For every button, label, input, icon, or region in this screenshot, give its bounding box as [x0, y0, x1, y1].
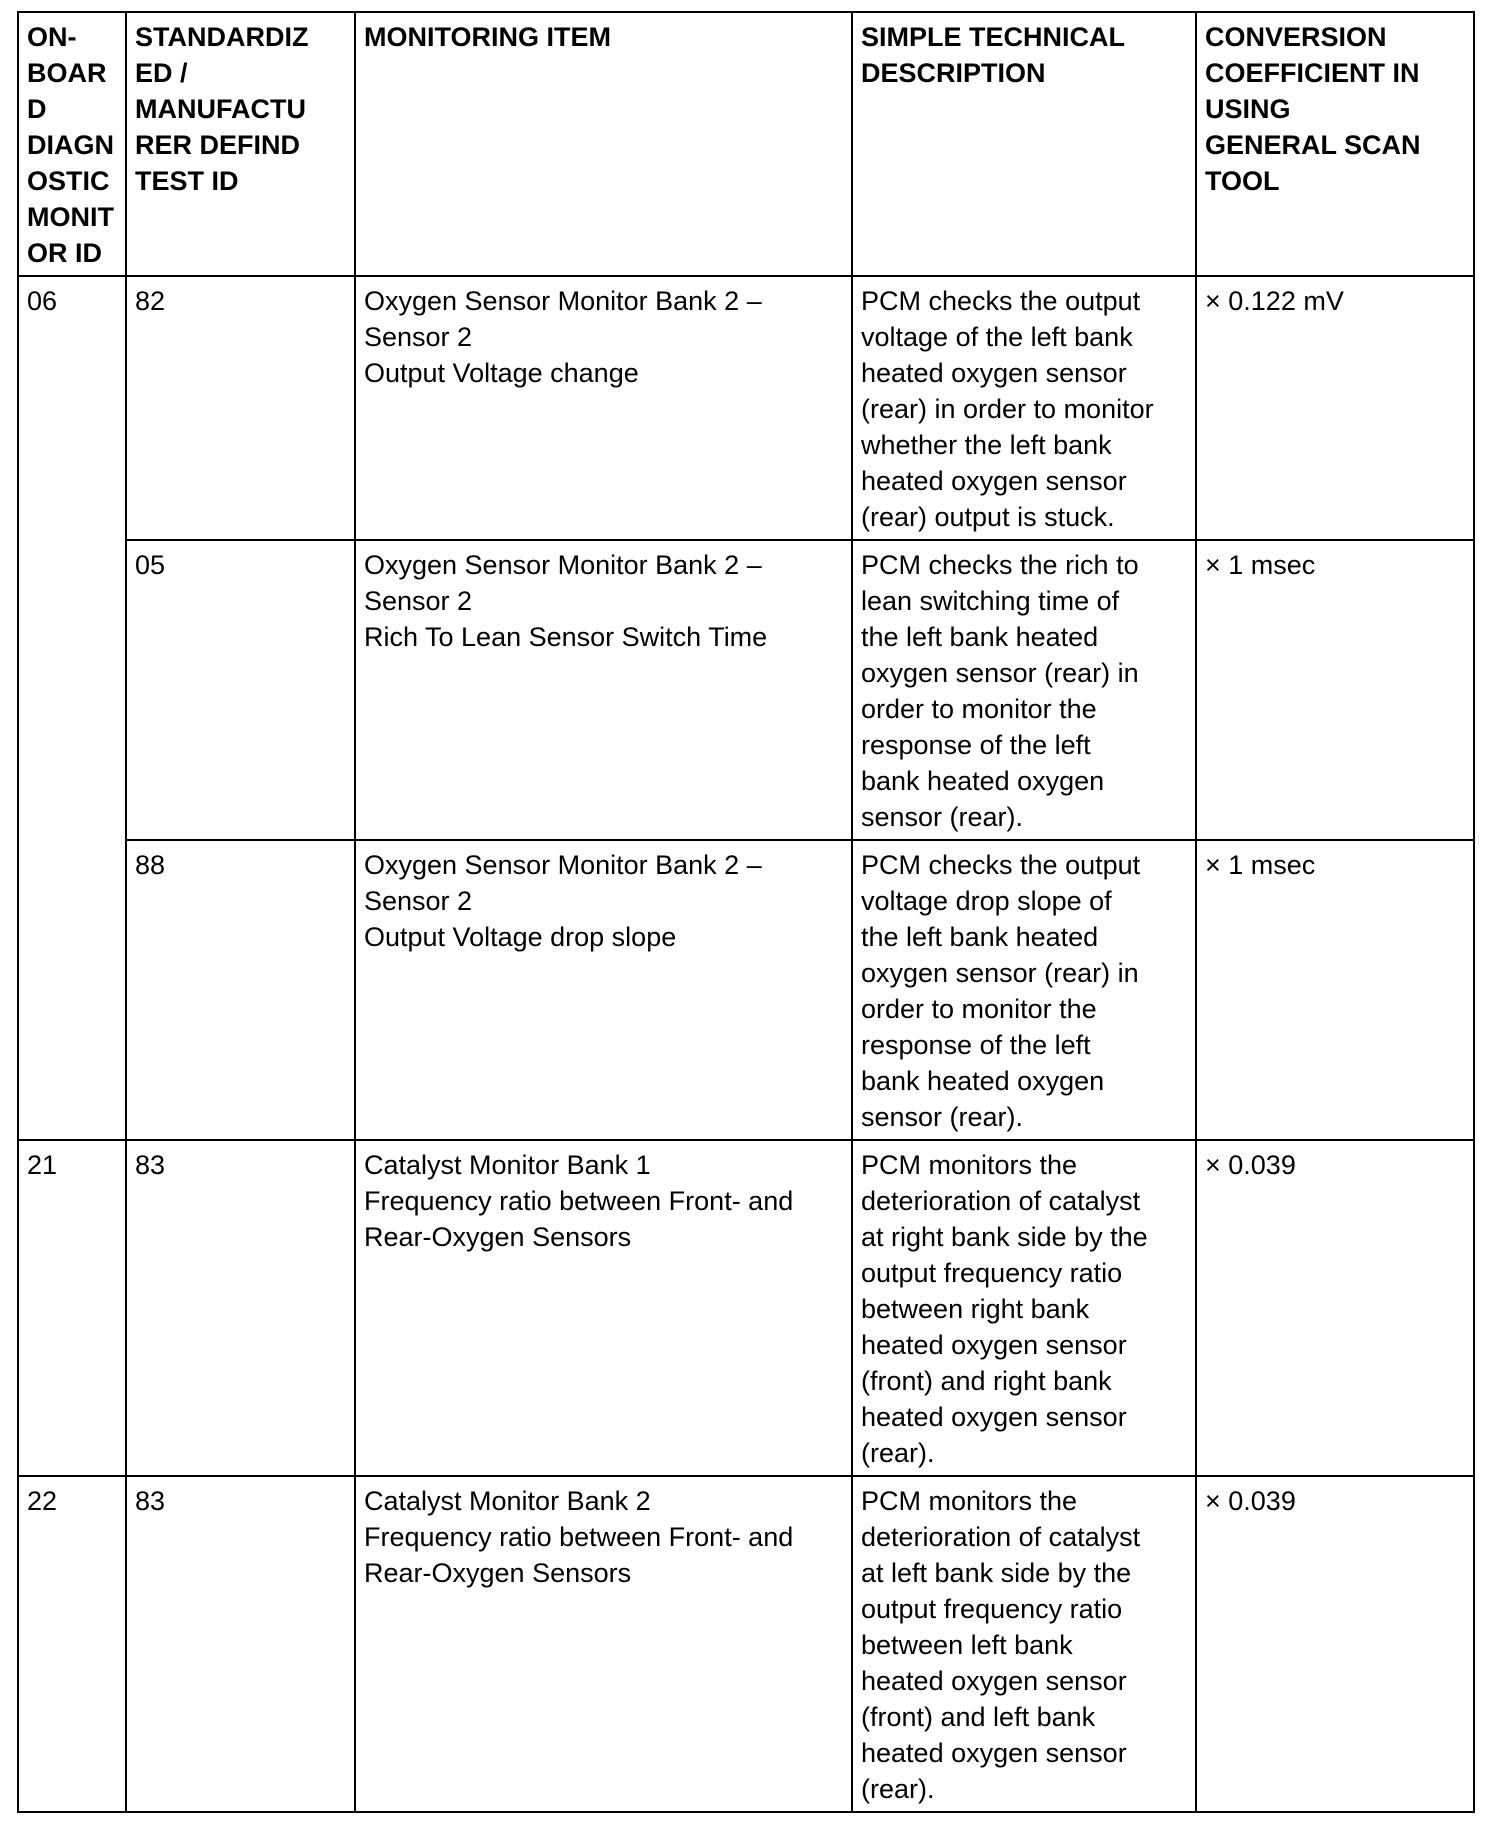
table-row — [18, 540, 1474, 840]
header-line: OSTIC — [27, 166, 110, 196]
item-line: Rear-Oxygen Sensors — [364, 1222, 632, 1252]
cell-description — [852, 540, 1196, 840]
description-line: PCM monitors the — [861, 1150, 1078, 1180]
cell-monitor-id: 22 — [18, 1476, 126, 1812]
description-line: response of the left — [861, 730, 1091, 760]
cell-monitoring-item — [355, 540, 852, 840]
description-line: heated oxygen sensor — [861, 1738, 1127, 1768]
description-line: between right bank — [861, 1294, 1090, 1324]
item-line: Output Voltage change — [364, 358, 639, 388]
header-line: DESCRIPTION — [861, 58, 1046, 88]
cell-monitor-id: 21 — [18, 1140, 126, 1476]
description-line: heated oxygen sensor — [861, 1666, 1127, 1696]
table-row — [18, 840, 1474, 1140]
description-line: heated oxygen sensor — [861, 1402, 1127, 1432]
cell-monitoring-item — [355, 840, 852, 1140]
description-line: oxygen sensor (rear) in — [861, 958, 1139, 988]
description-line: PCM monitors the — [861, 1486, 1078, 1516]
header-line: GENERAL SCAN — [1205, 130, 1421, 160]
cell-description — [852, 1140, 1196, 1476]
header-line: STANDARDIZ — [135, 22, 309, 52]
item-line: Oxygen Sensor Monitor Bank 2 – — [364, 550, 762, 580]
header-line: COEFFICIENT IN — [1205, 58, 1420, 88]
cell-conversion: × 0.122 mV — [1196, 276, 1474, 540]
cell-conversion: × 0.039 — [1196, 1476, 1474, 1812]
header-line: USING — [1205, 94, 1291, 124]
cell-conversion: × 0.039 — [1196, 1140, 1474, 1476]
item-line: Catalyst Monitor Bank 1 — [364, 1150, 651, 1180]
description-line: at right bank side by the — [861, 1222, 1148, 1252]
header-line: BOAR — [27, 58, 107, 88]
description-line: deterioration of catalyst — [861, 1522, 1141, 1552]
table-row — [18, 1140, 1474, 1476]
header-line: CONVERSION — [1205, 22, 1387, 52]
description-line: the left bank heated — [861, 622, 1099, 652]
description-line: PCM checks the output — [861, 850, 1141, 880]
item-line: Oxygen Sensor Monitor Bank 2 – — [364, 850, 762, 880]
item-line: Catalyst Monitor Bank 2 — [364, 1486, 651, 1516]
cell-test-id: 83 — [126, 1140, 355, 1476]
header-line: MONITORING ITEM — [364, 22, 611, 52]
table-body — [18, 276, 1474, 1812]
item-line: Oxygen Sensor Monitor Bank 2 – — [364, 286, 762, 316]
item-line: Frequency ratio between Front- and — [364, 1522, 794, 1552]
table-row — [18, 1476, 1474, 1812]
cell-test-id: 83 — [126, 1476, 355, 1812]
description-line: (front) and right bank — [861, 1366, 1112, 1396]
description-line: bank heated oxygen — [861, 1066, 1105, 1096]
description-line: (rear). — [861, 1774, 935, 1804]
item-line: Frequency ratio between Front- and — [364, 1186, 794, 1216]
item-line: Sensor 2 — [364, 586, 473, 616]
table-row — [18, 276, 1474, 540]
header-line: MONIT — [27, 202, 114, 232]
header-conversion — [1196, 12, 1474, 276]
description-line: response of the left — [861, 1030, 1091, 1060]
description-line: oxygen sensor (rear) in — [861, 658, 1139, 688]
header-line: ON- — [27, 22, 77, 52]
monitor-test-table — [17, 11, 1475, 1813]
cell-monitor-id: 06 — [18, 276, 126, 1140]
description-line: (rear) output is stuck. — [861, 502, 1115, 532]
item-line: Sensor 2 — [364, 886, 473, 916]
description-line: bank heated oxygen — [861, 766, 1105, 796]
header-row — [18, 12, 1474, 276]
description-line: heated oxygen sensor — [861, 1330, 1127, 1360]
item-line: Rear-Oxygen Sensors — [364, 1558, 632, 1588]
cell-conversion: × 1 msec — [1196, 540, 1474, 840]
cell-monitoring-item — [355, 1140, 852, 1476]
description-line: output frequency ratio — [861, 1258, 1123, 1288]
description-line: PCM checks the rich to — [861, 550, 1139, 580]
cell-description — [852, 1476, 1196, 1812]
description-line: order to monitor the — [861, 694, 1097, 724]
description-line: order to monitor the — [861, 994, 1097, 1024]
header-line: ED / — [135, 58, 188, 88]
description-line: heated oxygen sensor — [861, 466, 1127, 496]
header-line: SIMPLE TECHNICAL — [861, 22, 1126, 52]
header-monitor-id — [18, 12, 126, 276]
header-line: MANUFACTU — [135, 94, 306, 124]
header-test-id — [126, 12, 355, 276]
description-line: whether the left bank — [861, 430, 1112, 460]
description-line: sensor (rear). — [861, 1102, 1024, 1132]
description-line: lean switching time of — [861, 586, 1120, 616]
cell-monitoring-item — [355, 276, 852, 540]
description-line: the left bank heated — [861, 922, 1099, 952]
description-line: PCM checks the output — [861, 286, 1141, 316]
header-line: OR ID — [27, 238, 103, 268]
cell-test-id: 82 — [126, 276, 355, 540]
description-line: output frequency ratio — [861, 1594, 1123, 1624]
header-line: D — [27, 94, 47, 124]
header-line: TEST ID — [135, 166, 239, 196]
description-line: voltage of the left bank — [861, 322, 1133, 352]
cell-monitoring-item — [355, 1476, 852, 1812]
description-line: between left bank — [861, 1630, 1073, 1660]
description-line: (rear). — [861, 1438, 935, 1468]
description-line: deterioration of catalyst — [861, 1186, 1141, 1216]
description-line: heated oxygen sensor — [861, 358, 1127, 388]
description-line: at left bank side by the — [861, 1558, 1132, 1588]
cell-description — [852, 840, 1196, 1140]
description-line: (rear) in order to monitor — [861, 394, 1154, 424]
header-monitoring-item — [355, 12, 852, 276]
header-description — [852, 12, 1196, 276]
header-line: TOOL — [1205, 166, 1280, 196]
item-line: Output Voltage drop slope — [364, 922, 677, 952]
description-line: (front) and left bank — [861, 1702, 1096, 1732]
cell-test-id: 05 — [126, 540, 355, 840]
table-header — [18, 12, 1474, 276]
header-line: RER DEFIND — [135, 130, 301, 160]
header-line: DIAGN — [27, 130, 114, 160]
description-line: sensor (rear). — [861, 802, 1024, 832]
cell-description — [852, 276, 1196, 540]
cell-test-id: 88 — [126, 840, 355, 1140]
cell-conversion: × 1 msec — [1196, 840, 1474, 1140]
description-line: voltage drop slope of — [861, 886, 1112, 916]
item-line: Sensor 2 — [364, 322, 473, 352]
item-line: Rich To Lean Sensor Switch Time — [364, 622, 768, 652]
